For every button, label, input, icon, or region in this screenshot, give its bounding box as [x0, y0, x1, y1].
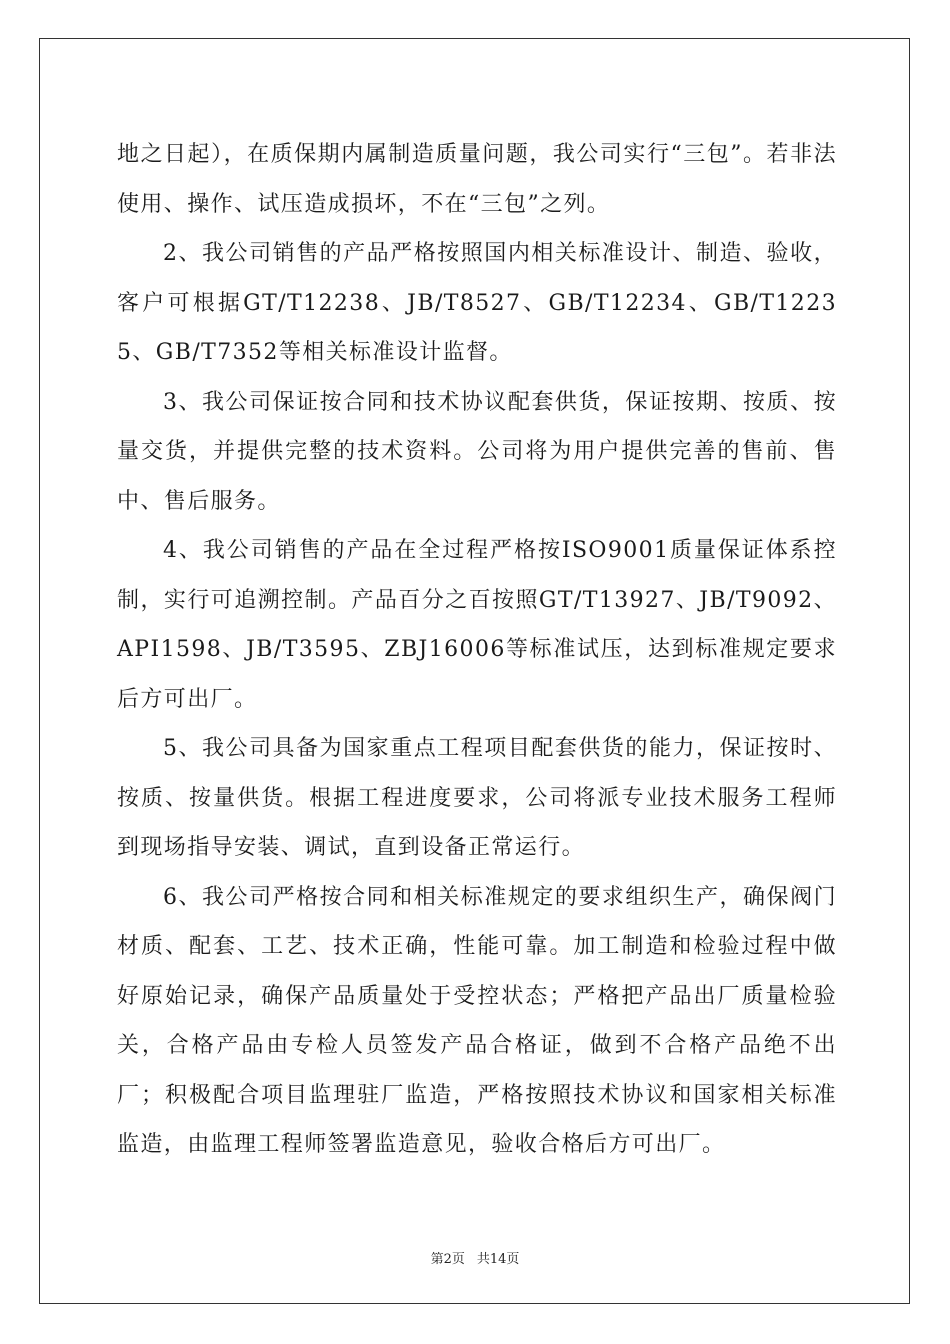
paragraph-item-5: 5、我公司具备为国家重点工程项目配套供货的能力，保证按时、按质、按量供货。根据工程进度要求，公司将派专业技术服务工程师到现场指导安装、调试，直到设备正常运行。	[117, 736, 837, 860]
document-body	[117, 130, 837, 1170]
page-number-total: 共14页	[476, 1252, 520, 1267]
paragraph-item-2: 2、我公司销售的产品严格按照国内相关标准设计、制造、验收，客户可根据GT/T12238、JB/T8527、GB/T12234、GB/T12235、GB/T7352等相关标准设计监督。	[117, 241, 837, 365]
paragraph-item-3: 3、我公司保证按合同和技术协议配套供货，保证按期、按质、按量交货，并提供完整的技术资料。公司将为用户提供完善的售前、售中、售后服务。	[117, 389, 837, 514]
page-number-current: 第2页	[430, 1252, 465, 1267]
paragraph-item-4: 4、我公司销售的产品在全过程严格按ISO9001质量保证体系控制，实行可追溯控制。产品百分之百按照GT/T13927、JB/T9092、API1598、JB/T3595、ZBJ16006等标准试压，达到标准规定要求后方可出厂。	[117, 538, 837, 712]
page-footer	[0, 1248, 950, 1267]
paragraph-continuation: 地之日起），在质保期内属制造质量问题，我公司实行“三包”。若非法使用、操作、试压造成损坏，不在“三包”之列。	[117, 142, 837, 217]
paragraph-item-6: 6、我公司严格按合同和相关标准规定的要求组织生产，确保阀门材质、配套、工艺、技术正确，性能可靠。加工制造和检验过程中做好原始记录，确保产品质量处于受控状态；严格把产品出厂质量检验关，合格产品由专检人员签发产品合格证，做到不合格产品绝不出厂；积极配合项目监理驻厂监造，严格按照技术协议和国家相关标准监造，由监理工程师签署监造意见，验收合格后方可出厂。	[117, 884, 837, 1157]
